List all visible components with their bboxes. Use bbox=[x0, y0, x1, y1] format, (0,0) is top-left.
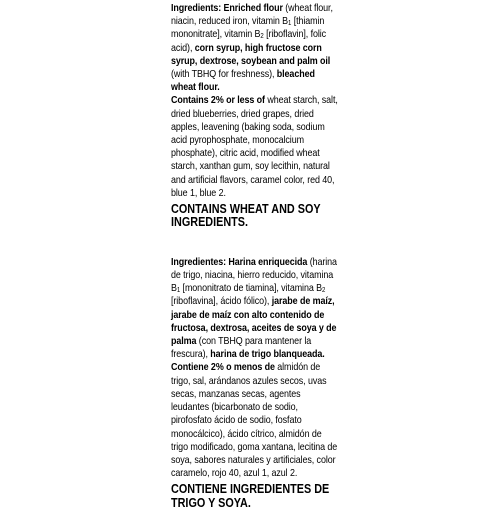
english-ingredients-label: Ingredients: bbox=[171, 3, 222, 14]
spanish-flour-subscript-1: 1 bbox=[176, 287, 181, 295]
english-ingredients-paragraph bbox=[171, 2, 339, 94]
english-flour-subscript-2: 2 bbox=[260, 33, 264, 41]
spanish-enriched-flour: Harina enriquecida bbox=[228, 256, 308, 268]
english-contains-paragraph bbox=[171, 94, 339, 200]
spanish-ingredients-paragraph bbox=[171, 256, 339, 362]
english-flour-detail-3: [riboflavin], folic acid), bbox=[171, 29, 327, 54]
english-flour-detail-2: [thiamin mononitrate], vitamin B bbox=[171, 16, 325, 41]
english-enriched-flour: Enriched flour bbox=[223, 3, 283, 14]
spanish-contains-label: Contiene 2% o menos de bbox=[171, 362, 275, 374]
english-contains-list: wheat starch, salt, dried blueberries, dried grapes, dried apples, leavening (baking soda, sodium acid pyrophosphate, monocalcium phosphate), citric acid, modified wheat starch, xanthan gum, soy lecithin, natural and artificial flavors, caramel color, red 40, blue 1, blue 2. bbox=[171, 95, 338, 199]
spanish-contains-list: almidón de trigo, sal, arándanos azules secos, uvas secas, manzanas secas, agentes leudantes (bicarbonato de sodio, pirofosfato ácido de sodio, fosfato monocálcico), ácido cítrico, almidón de trigo modificado, goma xantana, lecitina de soya, sabores naturales y artificiales, color caramelo, rojo 40, azul 1, azul 2. bbox=[171, 362, 338, 480]
english-sweeteners: corn syrup, high fructose corn syrup, dextrose, soybean and palm oil bbox=[171, 42, 331, 67]
spanish-sweeteners: jarabe de maíz, jarabe de maíz con alto contenido de fructosa, dextrosa, aceites de soya y de palma bbox=[171, 296, 337, 348]
spanish-flour-detail-3: [riboflavina], ácido fólico), bbox=[171, 296, 270, 308]
english-flour-detail-1: (wheat flour, niacin, reduced iron, vitamin B bbox=[171, 3, 333, 28]
english-tbhq-note: (with TBHQ for freshness), bbox=[171, 69, 275, 81]
spanish-ingredients-label: Ingredientes: bbox=[171, 256, 226, 268]
spanish-flour-detail-1: (harina de trigo, niacina, hierro reducido, vitamina B bbox=[171, 256, 337, 295]
english-contains-label: Contains 2% or less of bbox=[171, 95, 265, 107]
english-flour-subscript-1: 1 bbox=[288, 20, 292, 28]
english-bleached-flour: bleached wheat flour. bbox=[171, 69, 315, 94]
english-allergen-statement: CONTAINS WHEAT AND SOY INGREDIENTS. bbox=[171, 202, 321, 230]
spanish-ingredients-section bbox=[171, 256, 339, 510]
spanish-contains-paragraph bbox=[171, 361, 339, 480]
ingredients-label-panel bbox=[171, 2, 339, 510]
english-ingredients-section bbox=[171, 2, 339, 230]
spanish-bleached-flour: harina de trigo blanqueada. bbox=[210, 349, 325, 361]
spanish-allergen-statement: CONTIENE INGREDIENTES DE TRIGO Y SOYA. bbox=[171, 482, 330, 510]
spanish-flour-subscript-2: 2 bbox=[322, 287, 326, 295]
spanish-flour-detail-2: [mononitrato de tiamina], vitamina B bbox=[180, 283, 323, 295]
spanish-tbhq-note: (con TBHQ para mantener la frescura), bbox=[171, 336, 312, 361]
